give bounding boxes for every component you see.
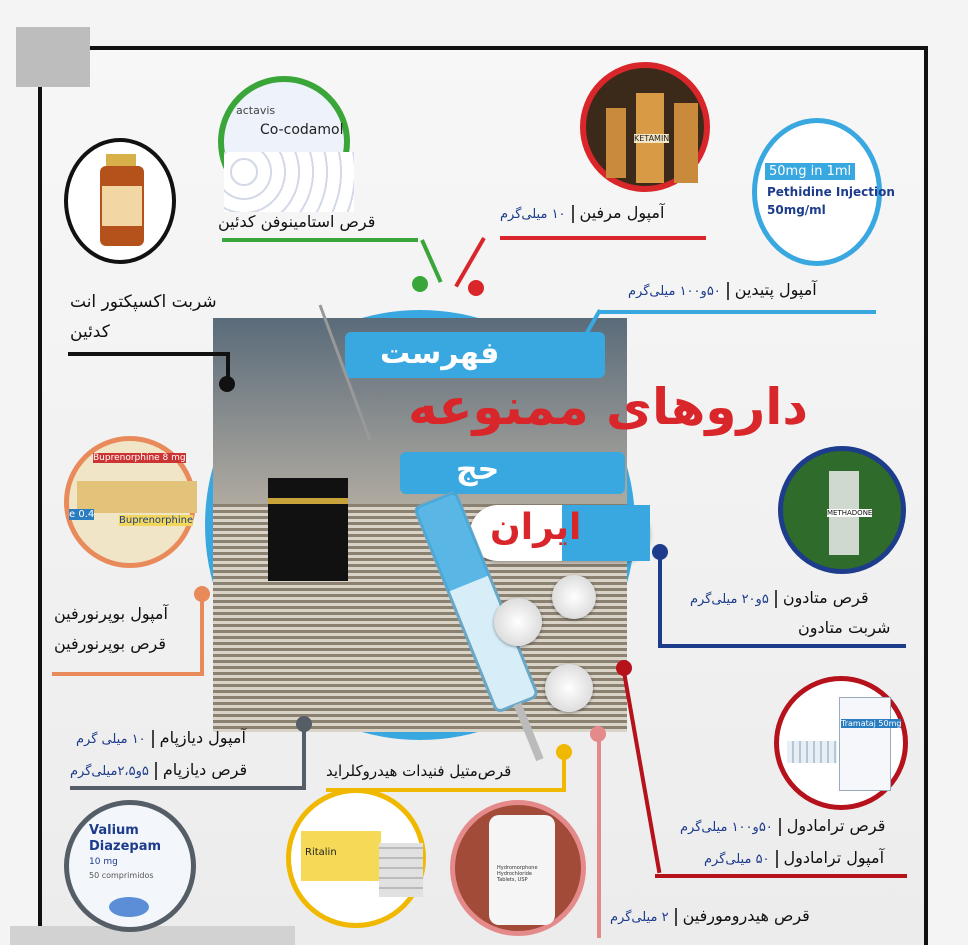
- photo-text: Valium: [89, 823, 139, 838]
- connector-dot: [468, 280, 484, 296]
- photo-text: METHADONE: [827, 509, 873, 517]
- tramadol-amp-dose: ۵۰ میلی‌گرم: [704, 852, 770, 867]
- title-list: فهرست: [380, 336, 500, 371]
- photo-text: 50 comprimidos: [89, 871, 154, 880]
- diazepam-tab-label: قرص دیازپام: [162, 760, 248, 779]
- photo-text: e 0.4: [69, 509, 95, 520]
- buprenorphine-label-2: قرص بوپرنورفین: [54, 634, 167, 653]
- methylphenidate-label: قرص‌متیل فنیدات هیدروکلراید: [326, 762, 512, 780]
- codeine-syrup-photo: [64, 138, 176, 264]
- photo-text: Pethidine Injection: [767, 185, 895, 199]
- pill-icon: [552, 575, 596, 619]
- photo-text: 50mg in 1ml: [765, 163, 855, 180]
- ritalin-photo: [286, 788, 426, 928]
- pethidine-photo: [752, 118, 895, 266]
- methadone-dose: ۵و۲۰ میلی‌گرم: [690, 592, 769, 607]
- photo-text: 50mg/ml: [767, 203, 826, 217]
- morphine-label: آمپول مرفین: [579, 203, 665, 222]
- cocodamol-photo: [218, 76, 350, 208]
- tramadol-amp-label: آمپول ترامادول: [783, 848, 885, 867]
- pethidine-row: [628, 280, 817, 300]
- pethidine-label: آمپول پتیدین: [734, 280, 817, 299]
- morphine-dose: ۱۰ میلی‌گرم: [500, 207, 566, 222]
- title-hajj: حج: [456, 452, 500, 487]
- photo-text: Ritalin: [305, 847, 337, 858]
- buprenorphine-label-1: آمپول بوپرنورفین: [54, 604, 168, 623]
- methadone-row: [690, 588, 869, 608]
- expectorant-label-2: کدئین: [70, 322, 110, 342]
- expectorant-label-1: شربت اکسپکتور انت: [70, 292, 217, 312]
- photo-text: KETAMIN: [634, 134, 670, 143]
- diazepam-amp-dose: ۱۰ میلی گرم: [76, 732, 146, 747]
- tramadol-tab-dose: ۵۰و۱۰۰ میلی‌گرم: [680, 820, 773, 835]
- diazepam-photo: [64, 800, 196, 932]
- tramadol-tab-row: [680, 816, 885, 836]
- pethidine-dose: ۵۰و۱۰۰ میلی‌گرم: [628, 284, 721, 299]
- hydromorphone-photo: [450, 800, 586, 936]
- corner-patch-bottom: [10, 926, 295, 945]
- photo-text: Buprenorphine: [119, 515, 194, 526]
- methadone-label: قرص متادون: [782, 588, 869, 607]
- title-main: داروهای ممنوعه: [408, 378, 809, 436]
- diazepam-tab-dose: ۵و۲،۵میلی‌گرم: [70, 764, 149, 779]
- hydromorphone-dose: ۲ میلی‌گرم: [610, 910, 669, 925]
- diazepam-amp-label: آمپول دیازپام: [159, 728, 246, 747]
- cocodamol-label: قرص استامینوفن کدئین: [218, 212, 376, 231]
- photo-text: actavis: [236, 104, 276, 117]
- methadone-syrup-label: شربت متادون: [798, 618, 891, 637]
- pill-icon: [494, 598, 542, 646]
- photo-text: Tramataj 50mg: [841, 719, 902, 728]
- tramadol-tab-label: قرص ترامادول: [786, 816, 886, 835]
- photo-text: 10 mg: [89, 857, 118, 867]
- photo-text: Buprenorphine 8 mg: [93, 453, 186, 463]
- diazepam-amp-row: [76, 728, 246, 748]
- corner-patch: [16, 27, 90, 87]
- morphine-row: [500, 203, 664, 223]
- connector-dot: [580, 334, 596, 350]
- connector-dot: [412, 276, 428, 292]
- hydromorphone-label: قرص هیدرومورفین: [682, 906, 810, 925]
- diazepam-tab-row: [70, 760, 247, 780]
- photo-text: Co-codamol: [260, 122, 344, 138]
- hydromorphone-row: [610, 906, 810, 926]
- title-iran: ایران: [490, 507, 582, 548]
- methadone-photo: [778, 446, 906, 574]
- pill-icon: [545, 664, 593, 712]
- connector-dot: [219, 376, 235, 392]
- photo-text: Diazepam: [89, 839, 162, 854]
- tramadol-photo: [774, 676, 908, 810]
- morphine-photo: [580, 62, 710, 192]
- syringe-icon: [300, 300, 560, 740]
- photo-text: Hydromorphone Hydrochloride Tablets, USP: [497, 865, 538, 883]
- buprenorphine-photo: [64, 436, 196, 568]
- tramadol-amp-row: [704, 848, 884, 868]
